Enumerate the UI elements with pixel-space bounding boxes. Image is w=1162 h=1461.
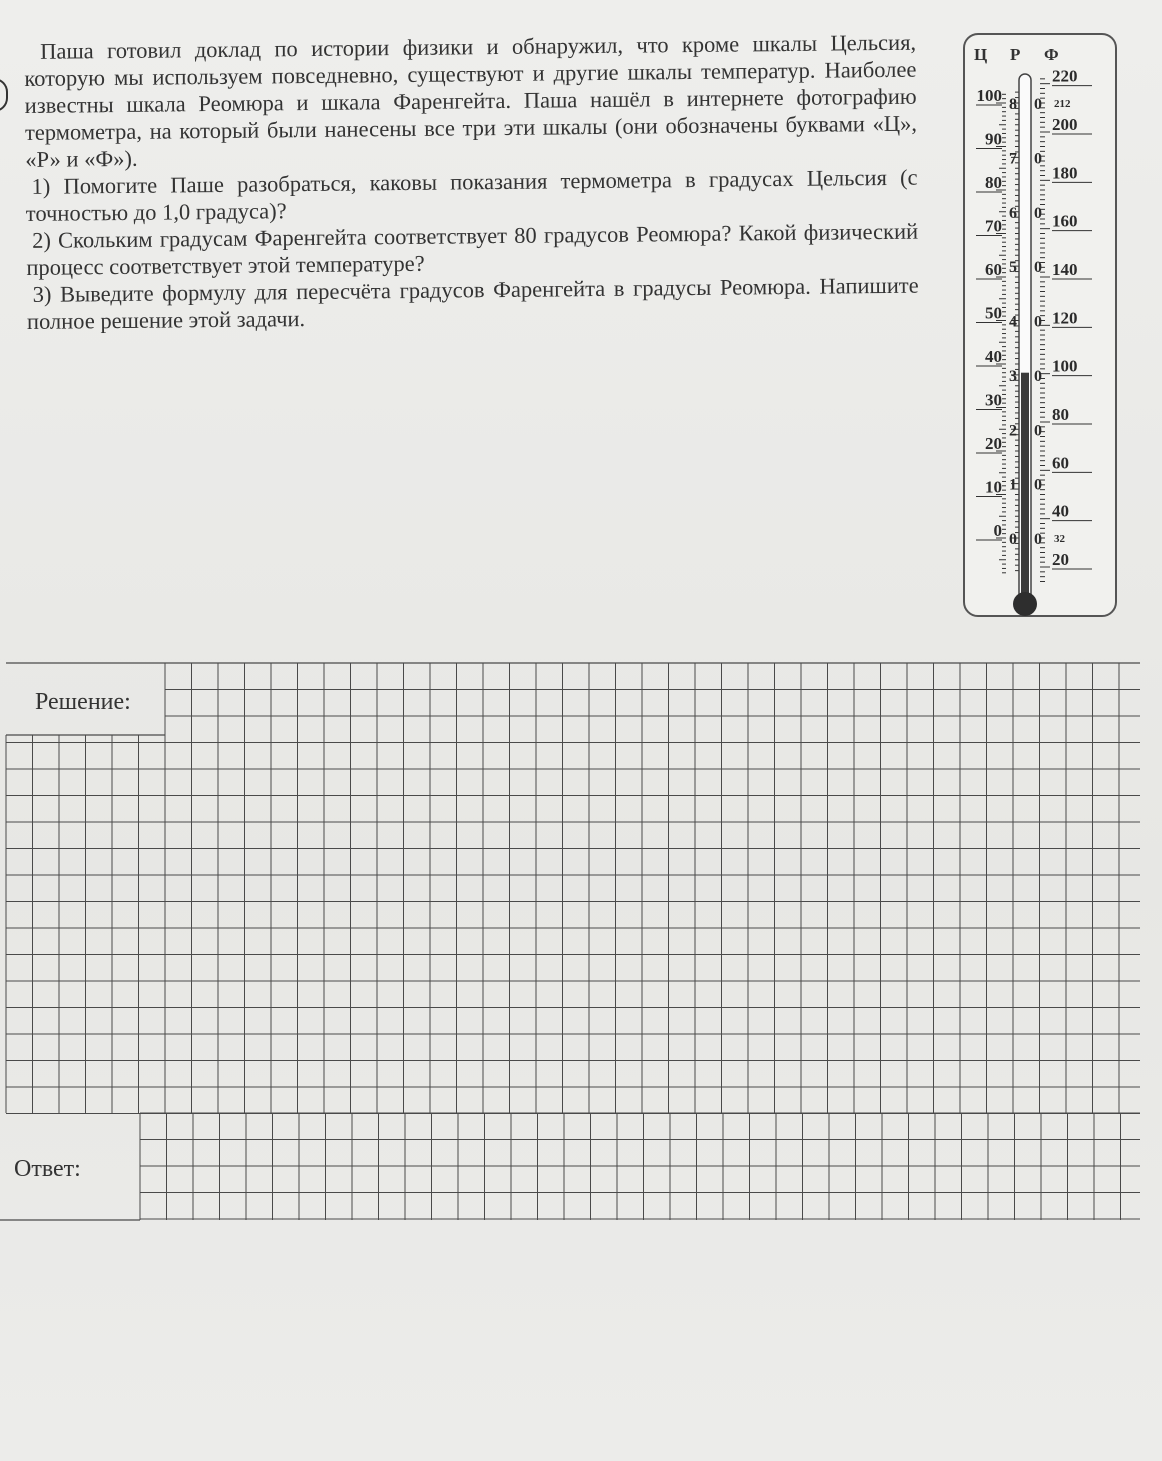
celsius-label: 100 xyxy=(976,86,1002,105)
reaumur-label-zero: 0 xyxy=(1034,96,1042,113)
question-1: 1) Помогите Паше разобраться, каковы показания термометра в градусах Цельсия (с точностью до 1,0 градуса)? xyxy=(25,164,918,226)
reaumur-label: 7 xyxy=(1009,150,1017,168)
celsius-label: 10 xyxy=(985,477,1002,497)
solution-label: Решение: xyxy=(35,689,131,715)
reaumur-label: 5 xyxy=(1009,259,1017,277)
fahrenheit-label: 100 xyxy=(1052,356,1078,376)
header-fahrenheit: Ф xyxy=(1044,45,1059,64)
celsius-label: 70 xyxy=(985,216,1002,236)
thermometer-figure xyxy=(940,28,1122,624)
fahrenheit-label: 32 xyxy=(1054,533,1065,545)
fahrenheit-label: 160 xyxy=(1052,211,1078,231)
celsius-label: 90 xyxy=(985,129,1002,149)
fahrenheit-label: 180 xyxy=(1052,163,1078,183)
celsius-label: 50 xyxy=(985,303,1002,323)
celsius-label: 20 xyxy=(985,434,1002,453)
task-intro: Паша готовил доклад по истории физики и обнаружил, что кроме шкалы Цельсия, которую мы используем повседневно, существуют и другие шкалы температур. Наиболее известны шкала Реомюра и шкала Фаренгейта. Паша нашёл в интернете фотографию термометра, на который были нанесены все три эти шкалы (они обозначены буквами «Ц», «Р» и «Ф»). xyxy=(24,29,918,172)
reaumur-label-zero: 0 xyxy=(1034,150,1042,168)
question-3: 3) Выведите формулу для пересчёта градусов Фаренгейта в градусы Реомюра. Напишите полное решение этой задачи. xyxy=(26,272,919,334)
fahrenheit-label: 120 xyxy=(1052,308,1078,328)
fahrenheit-label: 140 xyxy=(1052,260,1078,279)
reaumur-label: 1 xyxy=(1009,476,1017,494)
reaumur-label: 6 xyxy=(1009,204,1017,222)
celsius-label: 30 xyxy=(985,390,1002,410)
reaumur-label-zero: 0 xyxy=(1034,259,1042,277)
fahrenheit-label: 200 xyxy=(1052,115,1078,134)
reaumur-label-zero: 0 xyxy=(1034,204,1042,222)
celsius-label: 80 xyxy=(985,173,1002,192)
task-text xyxy=(24,29,919,335)
header-reaumur: Р xyxy=(1010,45,1021,64)
celsius-label: 40 xyxy=(985,347,1002,366)
reaumur-label-zero: 0 xyxy=(1034,313,1042,331)
reaumur-label-zero: 0 xyxy=(1034,476,1042,494)
reaumur-label: 8 xyxy=(1009,96,1017,113)
reaumur-label-zero: 0 xyxy=(1034,531,1042,548)
fahrenheit-label: 220 xyxy=(1052,66,1078,86)
fahrenheit-label: 20 xyxy=(1052,550,1069,569)
answer-grid[interactable] xyxy=(0,655,1162,1230)
header-celsius: Ц xyxy=(974,45,988,64)
celsius-label: 60 xyxy=(985,260,1002,279)
reaumur-label: 2 xyxy=(1009,422,1017,440)
reaumur-label: 0 xyxy=(1009,531,1017,548)
fahrenheit-label: 212 xyxy=(1054,98,1071,110)
mercury-column xyxy=(1021,373,1029,600)
question-2: 2) Скольким градусам Фаренгейта соответствует 80 градусов Реомюра? Какой физический процесс соответствует этой температуре? xyxy=(26,218,919,280)
fahrenheit-label: 60 xyxy=(1052,453,1069,473)
answer-label: Ответ: xyxy=(14,1156,81,1182)
fahrenheit-label: 80 xyxy=(1052,405,1069,424)
reaumur-label: 3 xyxy=(1009,367,1017,385)
margin-bracket xyxy=(0,78,8,112)
celsius-label: 0 xyxy=(993,521,1002,540)
fahrenheit-label: 40 xyxy=(1052,501,1069,521)
thermometer-bulb xyxy=(1013,592,1037,616)
reaumur-label-zero: 0 xyxy=(1034,367,1042,385)
reaumur-label: 4 xyxy=(1009,313,1017,331)
reaumur-label-zero: 0 xyxy=(1034,422,1042,440)
